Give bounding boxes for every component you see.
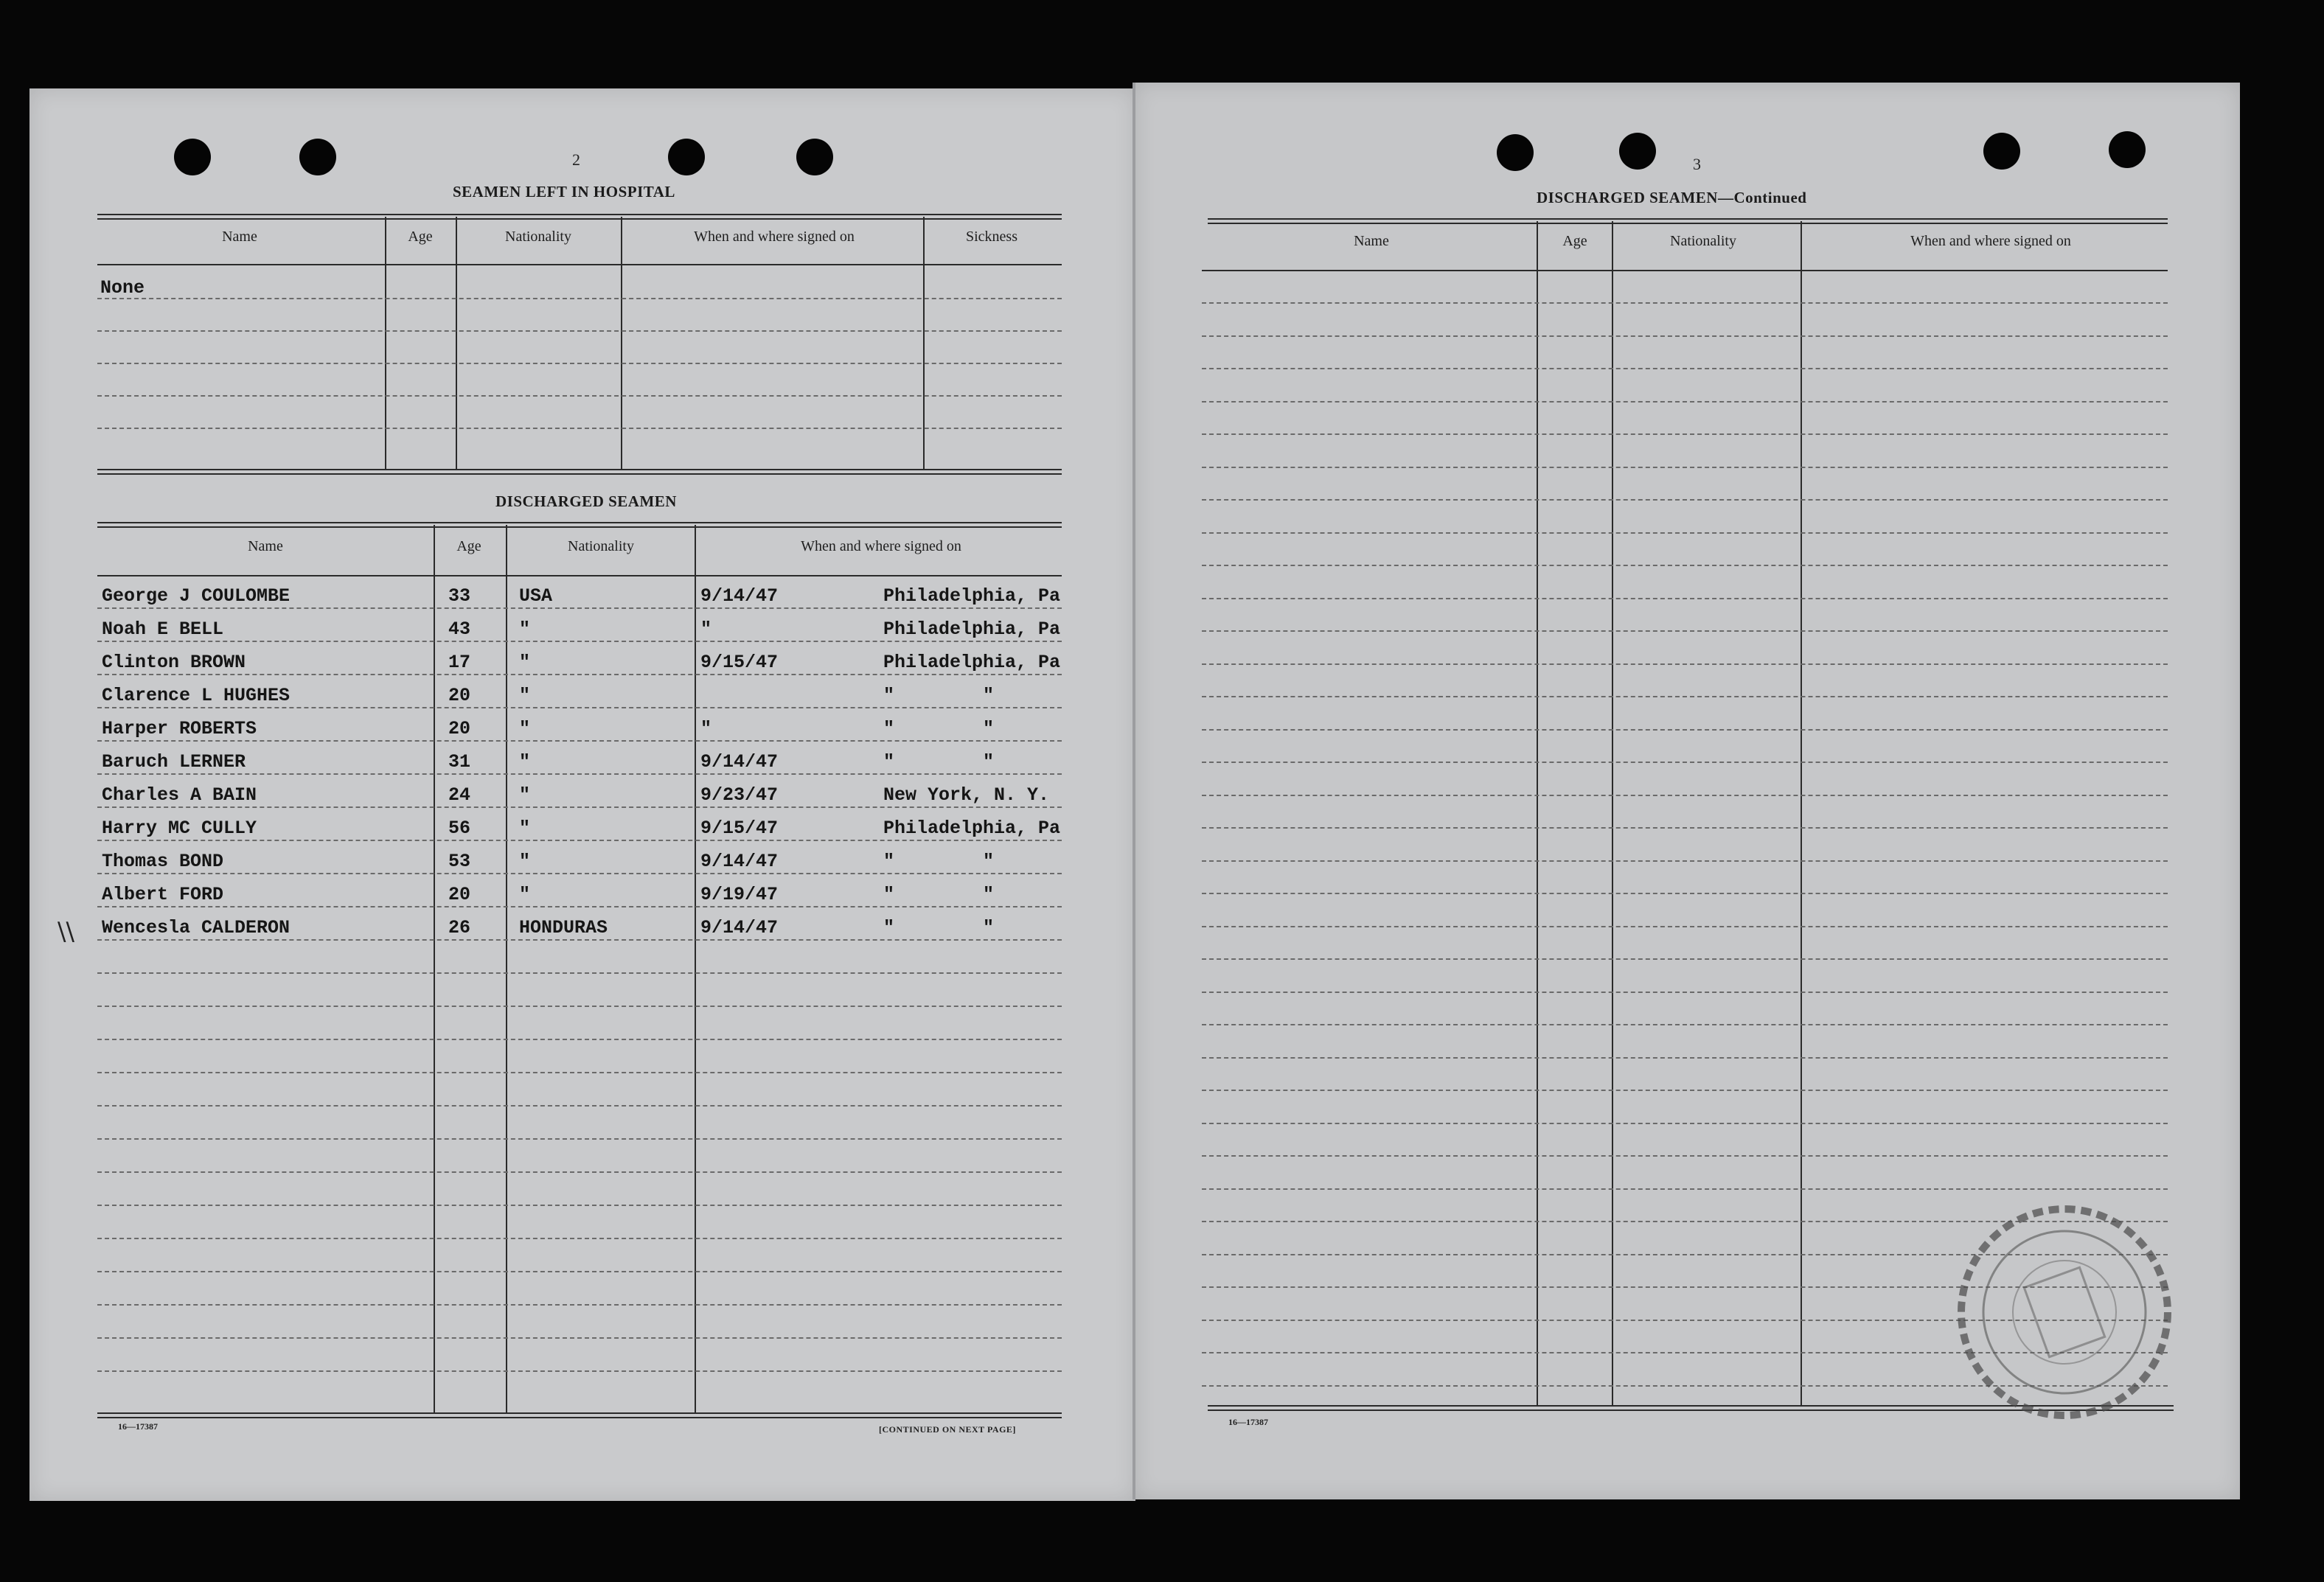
seaman-name: Baruch LERNER [102, 751, 246, 773]
discharged-ruling-line [97, 773, 1062, 775]
right-ruling-line [1202, 335, 2168, 337]
discharged-ruling-line [97, 906, 1062, 907]
signed-on-date: 9/15/47 [700, 818, 779, 839]
signed-on-place: Philadelphia, Pa [883, 818, 1061, 839]
right-ruling-line [1202, 926, 2168, 927]
hospital-table-bottom-rule [97, 469, 1062, 475]
discharged-ruling-line [97, 1205, 1062, 1206]
right-col-divider [1537, 221, 1538, 1407]
right-ruling-line [1202, 532, 2168, 534]
punch-hole [796, 139, 833, 175]
discharged-ruling-line [97, 1105, 1062, 1107]
discharged-ruling-line [97, 1304, 1062, 1306]
seaman-nationality: " [519, 685, 531, 706]
right-ruling-line [1202, 827, 2168, 829]
hospital-ruling-line [97, 428, 1062, 429]
punch-hole [174, 139, 211, 175]
right-ruling-line [1202, 663, 2168, 665]
hospital-col-name: Name [222, 229, 257, 245]
seaman-name: Charles A BAIN [102, 784, 257, 806]
punch-hole [299, 139, 336, 175]
right-ruling-line [1202, 368, 2168, 369]
seaman-nationality: " [519, 718, 531, 739]
seaman-age: 17 [448, 652, 471, 673]
hospital-col-divider [621, 217, 622, 470]
seaman-name: Thomas BOND [102, 851, 224, 872]
discharged-ruling-line [97, 641, 1062, 642]
hospital-col-signed-on: When and where signed on [694, 229, 855, 245]
right-col-signed-on: When and where signed on [1910, 233, 2071, 249]
right-ruling-line [1202, 1090, 2168, 1091]
signed-on-date: 9/14/47 [700, 751, 779, 773]
punch-hole [1619, 133, 1656, 170]
right-ruling-line [1202, 598, 2168, 599]
right-ruling-line [1202, 433, 2168, 435]
seaman-name: Clinton BROWN [102, 652, 246, 673]
seaman-age: 20 [448, 884, 471, 905]
right-col-divider [1801, 221, 1802, 1407]
signed-on-date: 9/15/47 [700, 652, 779, 673]
discharged-col-age: Age [456, 538, 481, 554]
form-number: 16—17387 [118, 1421, 158, 1432]
signed-on-place: Philadelphia, Pa [883, 652, 1061, 673]
hospital-section-title: SEAMEN LEFT IN HOSPITAL [453, 183, 675, 201]
seaman-age: 33 [448, 585, 471, 607]
signed-on-date: 9/23/47 [700, 784, 779, 806]
right-ruling-line [1202, 1123, 2168, 1124]
seaman-age: 20 [448, 685, 471, 706]
right-ruling-line [1202, 499, 2168, 501]
right-ruling-line [1202, 893, 2168, 894]
seaman-nationality: " [519, 884, 531, 905]
signed-on-place: " " [883, 884, 995, 905]
right-ruling-line [1202, 565, 2168, 566]
hospital-ruling-line [97, 395, 1062, 397]
seaman-nationality: HONDURAS [519, 917, 608, 938]
continued-suffix: —Continued [1717, 189, 1807, 206]
discharged-ruling-line [97, 1072, 1062, 1073]
discharged-ruling-line [97, 840, 1062, 841]
discharged-col-divider [695, 525, 696, 1414]
discharged-ruling-line [97, 607, 1062, 609]
discharged-ruling-line [97, 1271, 1062, 1272]
page-number: 3 [1693, 155, 1701, 173]
signed-on-place: " " [883, 851, 995, 872]
hospital-col-divider [456, 217, 457, 470]
seaman-name: Clarence L HUGHES [102, 685, 290, 706]
discharged-ruling-line [97, 1337, 1062, 1339]
seaman-name: Noah E BELL [102, 618, 224, 640]
signed-on-place: " " [883, 917, 995, 938]
discharged-ruling-line [97, 1238, 1062, 1239]
discharged-ruling-line [97, 707, 1062, 708]
right-ruling-line [1202, 795, 2168, 796]
hospital-header-rule [97, 264, 1062, 265]
signed-on-date: " [700, 718, 712, 739]
right-col-name: Name [1354, 233, 1389, 249]
signed-on-date: 9/14/47 [700, 585, 779, 607]
right-ruling-line [1202, 958, 2168, 960]
form-number: 16—17387 [1228, 1417, 1268, 1427]
discharged-ruling-line [97, 740, 1062, 742]
punch-hole [1983, 133, 2020, 170]
seaman-name: George J COULOMBE [102, 585, 290, 607]
discharged-col-divider [506, 525, 507, 1414]
seaman-age: 26 [448, 917, 471, 938]
discharged-ruling-line [97, 1171, 1062, 1173]
right-ruling-line [1202, 696, 2168, 697]
seaman-nationality: " [519, 851, 531, 872]
right-ruling-line [1202, 1188, 2168, 1190]
discharged-ruling-line [97, 1039, 1062, 1040]
discharged-table-top-rule [97, 522, 1062, 528]
punch-hole [668, 139, 705, 175]
seaman-age: 56 [448, 818, 471, 839]
signed-on-place: " " [883, 685, 995, 706]
hospital-ruling-line [97, 330, 1062, 332]
right-table-top-rule [1208, 218, 2168, 224]
seaman-nationality: " [519, 652, 531, 673]
right-ruling-line [1202, 630, 2168, 632]
hospital-ruling-line [97, 298, 1062, 299]
right-ruling-line [1202, 467, 2168, 468]
seaman-age: 53 [448, 851, 471, 872]
discharged-continued-label: DISCHARGED SEAMEN [1537, 189, 1718, 206]
page-fold [1133, 83, 1135, 1499]
right-ruling-line [1202, 860, 2168, 862]
seaman-nationality: " [519, 784, 531, 806]
right-header-rule [1202, 270, 2168, 271]
seaman-nationality: " [519, 618, 531, 640]
right-ruling-line [1202, 1024, 2168, 1025]
official-stamp [1946, 1194, 2182, 1430]
discharged-continued-title [1537, 189, 1806, 207]
seaman-name: Harry MC CULLY [102, 818, 257, 839]
signed-on-place: New York, N. Y. [883, 784, 1050, 806]
right-ruling-line [1202, 1155, 2168, 1157]
right-ruling-line [1202, 729, 2168, 731]
signed-on-date: 9/14/47 [700, 851, 779, 872]
signed-on-date: 9/19/47 [700, 884, 779, 905]
discharged-header-rule [97, 575, 1062, 576]
page-number: 2 [572, 150, 580, 169]
discharged-ruling-line [97, 1138, 1062, 1140]
hospital-col-divider [923, 217, 925, 470]
hospital-entry: None [100, 277, 145, 299]
seaman-age: 43 [448, 618, 471, 640]
discharged-col-nationality: Nationality [568, 538, 634, 554]
signed-on-place: Philadelphia, Pa [883, 585, 1061, 607]
hospital-ruling-line [97, 363, 1062, 364]
seaman-name: Harper ROBERTS [102, 718, 257, 739]
seaman-age: 20 [448, 718, 471, 739]
signed-on-date: " [700, 618, 712, 640]
discharged-ruling-line [97, 873, 1062, 874]
punch-hole [2109, 131, 2146, 168]
right-col-age: Age [1562, 233, 1587, 249]
discharged-section-title: DISCHARGED SEAMEN [495, 492, 677, 510]
discharged-ruling-line [97, 1370, 1062, 1372]
right-ruling-line [1202, 762, 2168, 763]
hospital-col-age: Age [408, 229, 433, 245]
discharged-ruling-line [97, 972, 1062, 974]
signed-on-place: " " [883, 718, 995, 739]
discharged-ruling-line [97, 674, 1062, 675]
signed-on-place: Philadelphia, Pa [883, 618, 1061, 640]
discharged-col-divider [434, 525, 435, 1414]
discharged-col-name: Name [248, 538, 283, 554]
hospital-col-divider [385, 217, 386, 470]
seaman-name: Albert FORD [102, 884, 224, 905]
seaman-nationality: " [519, 751, 531, 773]
discharged-ruling-line [97, 806, 1062, 808]
discharged-ruling-line [97, 939, 1062, 941]
margin-check-mark: \\ [58, 917, 74, 947]
hospital-col-nationality: Nationality [505, 229, 571, 245]
seaman-nationality: " [519, 818, 531, 839]
right-col-divider [1612, 221, 1613, 1407]
discharged-col-signed-on: When and where signed on [801, 538, 961, 554]
discharged-table-bottom-rule [97, 1412, 1062, 1418]
right-ruling-line [1202, 1057, 2168, 1059]
seaman-age: 24 [448, 784, 471, 806]
right-ruling-line [1202, 302, 2168, 304]
signed-on-date: 9/14/47 [700, 917, 779, 938]
punch-hole [1497, 134, 1534, 171]
seaman-nationality: USA [519, 585, 553, 607]
right-ruling-line [1202, 992, 2168, 993]
signed-on-place: " " [883, 751, 995, 773]
seaman-age: 31 [448, 751, 471, 773]
continued-note: [CONTINUED ON NEXT PAGE] [879, 1424, 1016, 1435]
right-col-nationality: Nationality [1670, 233, 1736, 249]
right-ruling-line [1202, 401, 2168, 403]
hospital-col-sickness: Sickness [966, 229, 1017, 245]
hospital-table-top-rule [97, 214, 1062, 220]
discharged-ruling-line [97, 1006, 1062, 1007]
seaman-name: Wencesla CALDERON [102, 917, 290, 938]
